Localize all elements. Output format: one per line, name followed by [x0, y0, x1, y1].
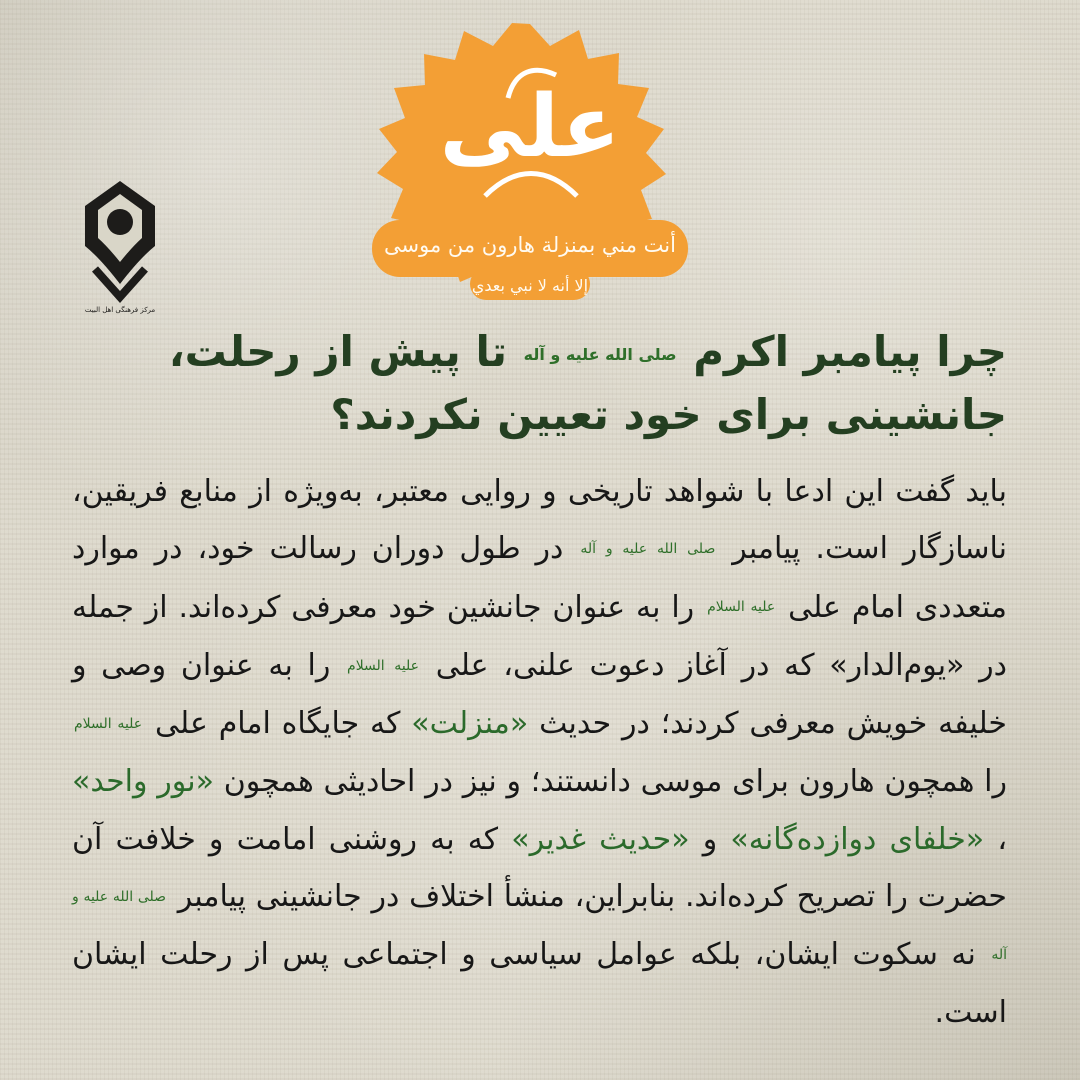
body-part-9: را همچون هارون برای موسی دانستند؛ و نیز در احادیثی همچون: [223, 764, 1008, 800]
badge-subtitle: أنت مني بمنزلة هارون من موسى: [384, 233, 676, 257]
organization-logo-icon: [80, 176, 160, 316]
body-comma: ،: [997, 821, 1008, 857]
logo-caption: مرکز فرهنگی اهل البیت: [84, 306, 156, 314]
badge-title: علی: [439, 77, 621, 177]
question-title: [72, 322, 1007, 445]
badge-footer: إلا أنه لا نبي بعدي: [471, 276, 589, 295]
title-part-2: تا پیش از رحلت، جانشینی برای خود تعیین نکردند؟: [168, 327, 1007, 439]
body-salawat-ali-1: علیه السلام: [707, 599, 776, 616]
body-part-2: در طول دوران رسالت خود، در موارد متعددی امام علی: [72, 531, 1007, 625]
title-part-1: چرا پیامبر اکرم: [693, 327, 1007, 376]
body-highlight-nur-vahed: «نور واحد»: [72, 764, 214, 800]
body-part-8: که جایگاه امام علی: [155, 706, 401, 742]
body-salawat-ali-2: علیه السلام: [347, 657, 420, 674]
body-highlight-manzilat: «منزلت»: [411, 706, 529, 742]
answer-body: [72, 463, 1007, 1042]
body-salawat-prophet-2: صلی الله علیه و آله: [72, 888, 1007, 964]
body-part-1: باید گفت این ادعا با شواهد تاریخی و روایی معتبر، به‌ویژه از منابع فریقین، ناسازگار است. پیامبر: [72, 474, 1007, 567]
body-and: و: [702, 821, 718, 857]
body-part-5: که در آغاز دعوت علنی، علی: [435, 647, 815, 683]
logo-circle: [107, 209, 133, 235]
body-part-4: «یوم‌الدار»: [829, 647, 965, 683]
body-salawat-ali-3: علیه السلام: [74, 715, 143, 732]
body-highlight-twelve-caliphs: «خلفای دوازده‌گانه»: [730, 821, 985, 857]
body-salawat-prophet-1: صلی الله علیه و آله: [580, 541, 716, 558]
ali-emblem-icon: [365, 20, 695, 310]
body-part-16: نه سکوت ایشان، بلکه عوامل سیاسی و اجتماعی پس از رحلت ایشان است.: [72, 937, 1007, 1031]
body-highlight-ghadir: «حدیث غدیر»: [511, 821, 690, 857]
body-part-3: را به عنوان جانشین خود معرفی کرده‌اند. از جمله در: [72, 589, 1007, 683]
body-part-15: که به روشنی امامت و خلافت آن حضرت را تصریح کرده‌اند. بنابراین، منشأ اختلاف در جانشینی پیامبر: [72, 821, 1007, 915]
body-part-6: را به عنوان وصی و خلیفه خویش معرفی کردند؛ در حدیث: [72, 647, 1007, 742]
title-salawat: صلی الله علیه و آله: [523, 344, 677, 364]
